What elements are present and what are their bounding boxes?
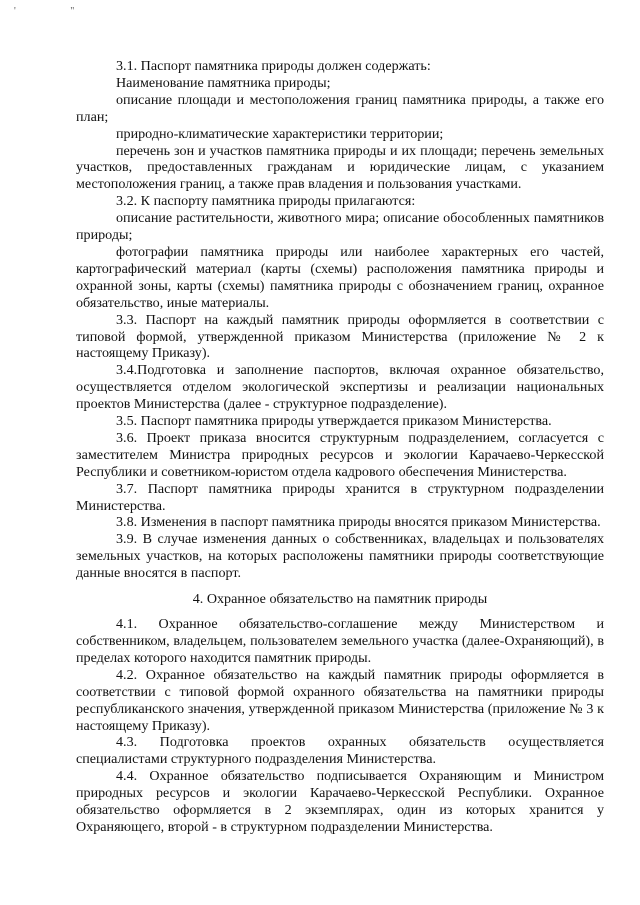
paragraph-3-8: 3.8. Изменения в паспорт памятника природы вносятся приказом Министерства.: [116, 514, 601, 531]
paragraph-item-name: Наименование памятника природы;: [116, 74, 331, 91]
paragraph-3-2: 3.2. К паспорту памятника природы прилагаются:: [116, 193, 416, 210]
section-heading: 4. Охранное обязательство на памятник природы: [192, 591, 488, 608]
paragraph-3-9: 3.9. В случае изменения данных о собственниках, владельцах и пользователях земельных участков, на которых расположены памятники природы соответствующие данные вносятся в паспорт.: [76, 531, 604, 582]
paragraph-4-2: 4.2. Охранное обязательство на каждый памятник природы оформляется в соответствии с типовой формой охранного обязательства на памятники природы республиканского значения, утвержденной приказом Министерства (приложение № 3 к настоящему Приказу).: [76, 666, 604, 734]
paragraph-4-3: 4.3. Подготовка проектов охранных обязательств осуществляется специалистами структурного подразделения Министерства.: [76, 734, 604, 768]
paragraph-3-3: 3.3. Паспорт на каждый памятник природы оформляется в соответствии с типовой формой, утвержденной приказом Министерства (приложение № 2 к настоящему Приказу).: [76, 311, 604, 362]
corner-marks: ' ": [14, 6, 101, 17]
paragraph-item-photos: фотографии памятника природы или наиболее характерных его частей, картографический материал (карты (схемы) расположения памятника природы и охранной зоны, карты (схемы) памятника природы с обозначением границ, охранное обязательство, иные материалы.: [76, 243, 604, 311]
paragraph-3-5: 3.5. Паспорт памятника природы утверждается приказом Министерства.: [116, 413, 552, 430]
paragraph-4-1: 4.1. Охранное обязательство-соглашение между Министерством и собственником, владельцем, пользователем земельного участка (далее-Охраняющий), в пределах которого находится памятник природы.: [76, 616, 604, 666]
paragraph-item-climate: природно-климатические характеристики территории;: [116, 125, 444, 142]
paragraph-3-6: 3.6. Проект приказа вносится структурным подразделением, согласуется с заместителем Министра природных ресурсов и экологии Карачаево-Черкесской Республики и советником-юристом отдела кадрового обеспечения Министерства.: [76, 429, 604, 480]
paragraph-item-description: описание площади и местоположения границ памятника природы, а также его план;: [76, 91, 604, 125]
document-body: [76, 58, 604, 836]
paragraph-item-zones: перечень зон и участков памятника природы и их площади; перечень земельных участков, предоставленных гражданам и юридические лицам, с указанием местоположения границ, а также прав владения и пользования участками.: [76, 142, 604, 193]
paragraph-4-4: 4.4. Охранное обязательство подписывается Охраняющим и Министром природных ресурсов и экологии Карачаево-Черкесской Республики. Охранное обязательство оформляется в 2 экземплярах, один из которых хранится у Охраняющего, второй - в структурном подразделении Министерства.: [76, 768, 604, 835]
paragraph-3-4: 3.4.Подготовка и заполнение паспортов, включая охранное обязательство, осуществляется отделом экологической экспертизы и реализации национальных проектов Министерства (далее - структурное подразделение).: [76, 362, 604, 413]
paragraph-3-7: 3.7. Паспорт памятника природы хранится в структурном подразделении Министерства.: [76, 480, 604, 514]
paragraph-3-1: 3.1. Паспорт памятника природы должен содержать:: [116, 58, 431, 74]
paragraph-item-flora: описание растительности, животного мира; описание обособленных памятников природы;: [76, 210, 604, 244]
